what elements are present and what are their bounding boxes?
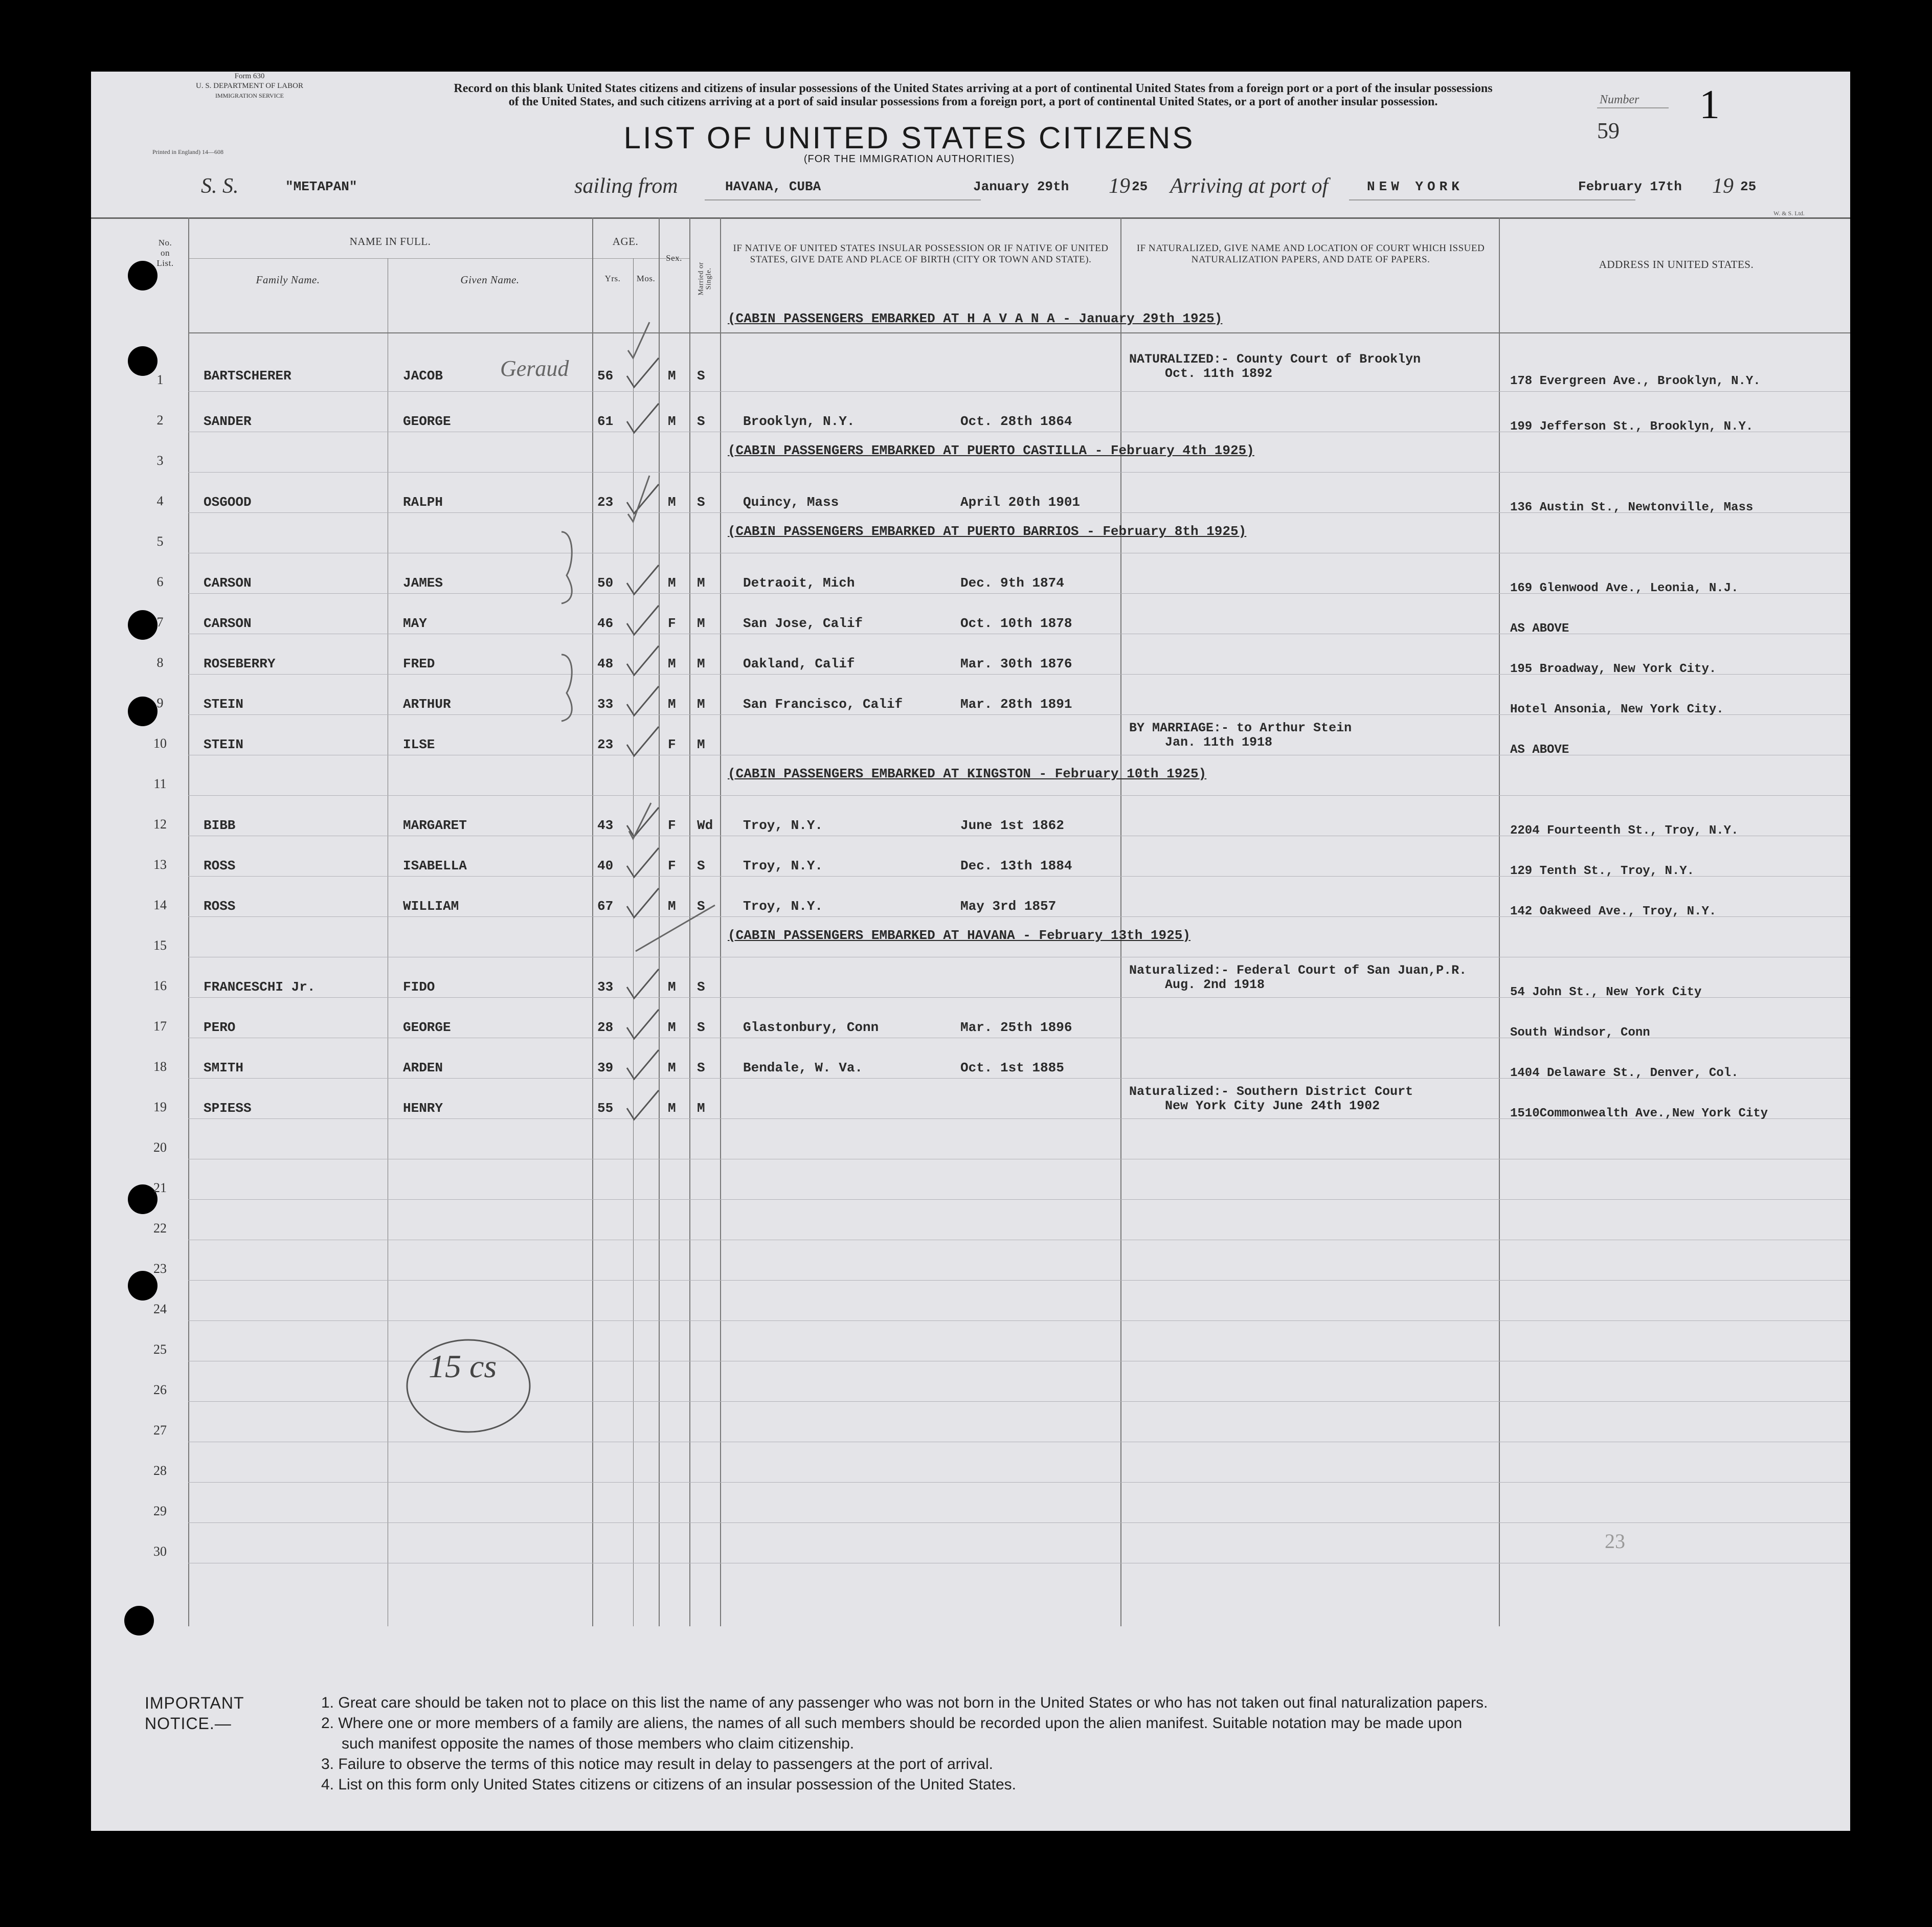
sailing-label: sailing from — [574, 174, 678, 198]
circled-count: 15 cs — [429, 1348, 497, 1384]
birth-place: Oakland, Calif — [743, 656, 855, 671]
age-years: 46 — [597, 616, 614, 631]
birth-date: April 20th 1901 — [960, 495, 1081, 510]
us-address: 54 John St., New York City — [1510, 985, 1702, 999]
family-name: ROSEBERRY — [204, 656, 276, 671]
marital-status: S — [697, 1020, 705, 1035]
row-number: 27 — [153, 1423, 167, 1438]
col-header-age: AGE. — [612, 235, 639, 248]
naturalization-court: Naturalized:- Federal Court of San Juan,P.R. — [1129, 963, 1467, 978]
row-number: 14 — [153, 898, 167, 912]
marital-status: M — [697, 697, 705, 712]
col-header-address: ADDRESS IN UNITED STATES. — [1599, 258, 1754, 271]
list-number-handwritten: 1 — [1699, 82, 1720, 127]
marital-status: M — [697, 656, 705, 671]
age-years: 33 — [597, 979, 614, 995]
birth-place: Detraoit, Mich — [743, 575, 855, 591]
section-header: (CABIN PASSENGERS EMBARKED AT PUERTO BARRIOS - February 8th 1925) — [728, 524, 1247, 539]
row-number: 4 — [156, 494, 164, 508]
row-number: 20 — [153, 1140, 167, 1155]
age-years: 43 — [597, 818, 614, 833]
notice-item: 3. Failure to observe the terms of this notice may result in delay to passengers at the port of arrival. — [321, 1756, 993, 1773]
family-name: SANDER — [204, 414, 252, 429]
us-address: 142 Oakweed Ave., Troy, N.Y. — [1510, 905, 1717, 918]
us-address: 2204 Fourteenth St., Troy, N.Y. — [1510, 824, 1739, 838]
naturalization-date: Oct. 11th 1892 — [1165, 366, 1273, 381]
family-brace — [561, 655, 572, 721]
page-title: LIST OF UNITED STATES CITIZENS — [623, 121, 1195, 155]
marital-status: S — [697, 858, 705, 873]
row-number: 6 — [156, 574, 164, 589]
marital-status: M — [697, 1101, 705, 1116]
age-years: 55 — [597, 1101, 614, 1116]
row-number: 12 — [153, 817, 167, 832]
marital-status: S — [697, 495, 705, 510]
printed-note: Printed in England) 14—608 — [152, 148, 223, 155]
diagonal-stroke — [636, 905, 715, 951]
check-mark — [629, 803, 651, 839]
birth-date: Dec. 13th 1884 — [960, 858, 1072, 873]
age-years: 67 — [597, 899, 614, 914]
birth-date: Oct. 1st 1885 — [960, 1060, 1064, 1075]
birth-date: Mar. 30th 1876 — [960, 656, 1072, 671]
row-number: 26 — [153, 1382, 167, 1397]
naturalization-court: BY MARRIAGE:- to Arthur Stein — [1129, 721, 1352, 735]
age-years: 48 — [597, 656, 614, 671]
section-header: (CABIN PASSENGERS EMBARKED AT PUERTO CASTILLA - February 4th 1925) — [728, 443, 1254, 458]
marital-status: M — [697, 616, 705, 631]
family-name: BIBB — [204, 818, 236, 833]
service-name: IMMIGRATION SERVICE — [215, 92, 284, 99]
page-stamp: 23 — [1605, 1530, 1625, 1553]
notice-item: 4. List on this form only United States citizens or citizens of an insular possession of the United States. — [321, 1776, 1017, 1793]
given-name: ISABELLA — [403, 858, 467, 873]
row-number: 21 — [153, 1180, 167, 1195]
given-name: GEORGE — [403, 1020, 451, 1035]
age-years: 61 — [597, 414, 614, 429]
sex: M — [668, 656, 676, 671]
sex: M — [668, 1101, 676, 1116]
check-mark — [628, 476, 649, 522]
row-number: 10 — [153, 736, 167, 751]
birth-date: Oct. 10th 1878 — [960, 616, 1072, 631]
given-name: MAY — [403, 616, 427, 631]
row-number: 5 — [156, 534, 164, 549]
handwriting-layer — [91, 72, 1850, 1831]
birth-place: Bendale, W. Va. — [743, 1060, 863, 1075]
number-label: Number — [1600, 93, 1639, 106]
us-address: AS ABOVE — [1510, 743, 1569, 757]
birth-place: Quincy, Mass — [743, 495, 839, 510]
family-name: SMITH — [204, 1060, 244, 1075]
family-name: FRANCESCHI Jr. — [204, 979, 316, 995]
us-address: 195 Broadway, New York City. — [1510, 662, 1717, 676]
sex: M — [668, 495, 676, 510]
form-number: Form 630 — [234, 72, 265, 80]
section-header: (CABIN PASSENGERS EMBARKED AT KINGSTON - February 10th 1925) — [728, 766, 1207, 781]
printer-mark: W. & S. Ltd. — [1773, 210, 1805, 217]
sail-year: 25 — [1132, 179, 1148, 194]
birth-date: Dec. 9th 1874 — [960, 575, 1064, 591]
given-name: JAMES — [403, 575, 443, 591]
row-number: 23 — [153, 1261, 167, 1276]
marital-status: M — [697, 737, 705, 752]
age-years: 56 — [597, 368, 614, 384]
us-address: 199 Jefferson St., Brooklyn, N.Y. — [1510, 420, 1754, 434]
naturalization-court: NATURALIZED:- County Court of Brooklyn — [1129, 352, 1421, 367]
marital-status: S — [697, 414, 705, 429]
row-number: 24 — [153, 1302, 167, 1316]
given-name: MARGARET — [403, 818, 467, 833]
family-name: STEIN — [204, 737, 244, 752]
birth-place: Troy, N.Y. — [743, 858, 823, 873]
birth-date: Mar. 28th 1891 — [960, 697, 1072, 712]
row-number: 28 — [153, 1463, 167, 1478]
given-name: FRED — [403, 656, 435, 671]
given-name: HENRY — [403, 1101, 443, 1116]
row-number: 16 — [153, 978, 167, 993]
sex: M — [668, 575, 676, 591]
birth-place: Brooklyn, N.Y. — [743, 414, 855, 429]
us-address: 169 Glenwood Ave., Leonia, N.J. — [1510, 581, 1739, 595]
family-name: BARTSCHERER — [204, 368, 291, 384]
sail-year-prefix: 19 — [1109, 174, 1130, 198]
arrival-date: February 17th — [1578, 179, 1682, 194]
sailing-date: January 29th — [973, 179, 1069, 194]
row-number: 17 — [153, 1019, 167, 1034]
family-name: OSGOOD — [204, 495, 252, 510]
notice-item: 1. Great care should be taken not to place on this list the name of any passenger who was not born in the United States or who has not taken out final naturalization papers. — [321, 1694, 1488, 1711]
marital-status: S — [697, 899, 705, 914]
given-name: RALPH — [403, 495, 443, 510]
col-header-yrs: Yrs. — [604, 274, 621, 283]
given-name: ARTHUR — [403, 697, 451, 712]
arrival-year: 25 — [1740, 179, 1757, 194]
sex: M — [668, 1060, 676, 1075]
naturalization-date: Aug. 2nd 1918 — [1165, 977, 1265, 992]
age-years: 23 — [597, 737, 614, 752]
sex: F — [668, 616, 676, 631]
sex: M — [668, 697, 676, 712]
given-name: JACOB — [403, 368, 443, 384]
us-address: 136 Austin St., Newtonville, Mass — [1510, 501, 1754, 514]
given-name: WILLIAM — [403, 899, 459, 914]
family-name: SPIESS — [204, 1101, 252, 1116]
marital-status: S — [697, 368, 705, 384]
col-header-naturalized: IF NATURALIZED, GIVE NAME AND LOCATION OF COURT WHICH ISSUED NATURALIZATION PAPERS, AND DATE OF PAPERS. — [1136, 243, 1485, 265]
marital-status: Wd — [697, 818, 713, 833]
section-header: (CABIN PASSENGERS EMBARKED AT H A V A N A - January 29th 1925) — [728, 311, 1223, 326]
age-years: 39 — [597, 1060, 614, 1075]
col-header-name: NAME IN FULL. — [349, 235, 431, 248]
age-years: 33 — [597, 697, 614, 712]
row-number: 9 — [156, 696, 164, 710]
col-header-birth: IF NATIVE OF UNITED STATES INSULAR POSSESSION OR IF NATIVE OF UNITED STATES, GIVE DATE AND PLACE OF BIRTH (CITY OR TOWN AND STATE). — [733, 243, 1109, 265]
marital-status: M — [697, 575, 705, 591]
us-address: Hotel Ansonia, New York City. — [1510, 703, 1724, 716]
page-subtitle: (FOR THE IMMIGRATION AUTHORITIES) — [803, 153, 1015, 165]
row-number: 29 — [153, 1504, 167, 1518]
col-header-married: Married or Single. — [697, 262, 713, 296]
notice-item: 2. Where one or more members of a family are aliens, the names of all such members should be recorded upon the alien manifest. Suitable notation may be made upon — [321, 1715, 1463, 1732]
col-header-mos: Mos. — [636, 274, 656, 283]
sex: F — [668, 737, 676, 752]
row-number: 18 — [153, 1059, 167, 1074]
row-number: 1 — [156, 372, 164, 387]
birth-date: Oct. 28th 1864 — [960, 414, 1072, 429]
naturalization-court: Naturalized:- Southern District Court — [1129, 1084, 1413, 1099]
instructions-text: Record on this blank United States citizens and citizens of insular possessions of the United States arriving at a port of continental United States from a foreign port or a port of the insular possessions of the United States, and such citizens arriving at a port of said insular possessions from a foreign port, a port of continental United States, or a port of another insular possession. — [454, 82, 1493, 108]
sex: F — [668, 818, 676, 833]
notice-item: such manifest opposite the names of those members who claim citizenship. — [342, 1735, 855, 1752]
given-name: GEORGE — [403, 414, 451, 429]
birth-date: May 3rd 1857 — [960, 899, 1057, 914]
family-brace — [561, 532, 572, 603]
col-header-sex: Sex. — [666, 253, 682, 263]
us-address: 129 Tenth St., Troy, N.Y. — [1510, 864, 1695, 878]
us-address: 1510Commonwealth Ave.,New York City — [1510, 1107, 1768, 1121]
family-name: PERO — [204, 1020, 236, 1035]
family-name: CARSON — [204, 616, 252, 631]
us-address: AS ABOVE — [1510, 622, 1569, 636]
birth-date: June 1st 1862 — [960, 818, 1064, 833]
birth-date: Mar. 25th 1896 — [960, 1020, 1072, 1035]
department-name: U. S. DEPARTMENT OF LABOR — [196, 82, 303, 90]
family-name: ROSS — [204, 858, 236, 873]
page-number: 59 — [1597, 118, 1620, 143]
age-years: 40 — [597, 858, 614, 873]
handwritten-note: Geraud — [500, 356, 569, 381]
family-name: ROSS — [204, 899, 236, 914]
col-header-family: Family Name. — [256, 274, 320, 286]
col-header-no-line: No. — [158, 238, 172, 248]
birth-place: Troy, N.Y. — [743, 818, 823, 833]
row-number: 13 — [153, 857, 167, 872]
us-address: 1404 Delaware St., Denver, Col. — [1510, 1066, 1739, 1080]
given-name: FIDO — [403, 979, 435, 995]
age-years: 28 — [597, 1020, 614, 1035]
birth-place: San Jose, Calif — [743, 616, 863, 631]
given-name: ILSE — [403, 737, 435, 752]
departure-port: HAVANA, CUBA — [725, 179, 821, 194]
row-number: 30 — [153, 1544, 167, 1559]
sex: M — [668, 414, 676, 429]
row-number: 3 — [156, 453, 164, 468]
age-years: 23 — [597, 495, 614, 510]
arrival-year-prefix: 19 — [1712, 174, 1734, 198]
birth-place: Troy, N.Y. — [743, 899, 823, 914]
col-header-no-line: on — [161, 248, 170, 258]
row-number: 7 — [156, 615, 164, 630]
birth-place: Glastonbury, Conn — [743, 1020, 879, 1035]
family-name: CARSON — [204, 575, 252, 591]
check-mark — [628, 322, 649, 358]
naturalization-date: Jan. 11th 1918 — [1165, 735, 1273, 750]
manifest-sheet — [91, 72, 1850, 1831]
family-name: STEIN — [204, 697, 244, 712]
marital-status: S — [697, 979, 705, 995]
naturalization-date: New York City June 24th 1902 — [1165, 1099, 1380, 1113]
row-number: 11 — [153, 776, 167, 791]
sex: M — [668, 368, 676, 384]
row-number: 19 — [153, 1100, 167, 1114]
sex: M — [668, 899, 676, 914]
col-header-no-line: List. — [156, 258, 174, 268]
age-years: 50 — [597, 575, 614, 591]
arrival-port: NEW YORK — [1367, 179, 1464, 194]
row-number: 15 — [153, 938, 167, 953]
ship-name: "METAPAN" — [285, 179, 357, 194]
row-number: 25 — [153, 1342, 167, 1357]
row-number: 8 — [156, 655, 164, 670]
ss-label: S. S. — [201, 174, 239, 198]
section-header: (CABIN PASSENGERS EMBARKED AT HAVANA - February 13th 1925) — [728, 928, 1190, 943]
us-address: 178 Evergreen Ave., Brooklyn, N.Y. — [1510, 374, 1761, 388]
sex: F — [668, 858, 676, 873]
given-name: ARDEN — [403, 1060, 443, 1075]
col-header-given: Given Name. — [460, 274, 520, 286]
marital-status: S — [697, 1060, 705, 1075]
sex: M — [668, 1020, 676, 1035]
row-number: 22 — [153, 1221, 167, 1236]
notice-heading: IMPORTANT NOTICE.— — [145, 1694, 244, 1733]
us-address: South Windsor, Conn — [1510, 1026, 1650, 1040]
row-number: 2 — [156, 413, 164, 428]
arriving-label: Arriving at port of — [1170, 174, 1329, 198]
sex: M — [668, 979, 676, 995]
birth-place: San Francisco, Calif — [743, 697, 903, 712]
